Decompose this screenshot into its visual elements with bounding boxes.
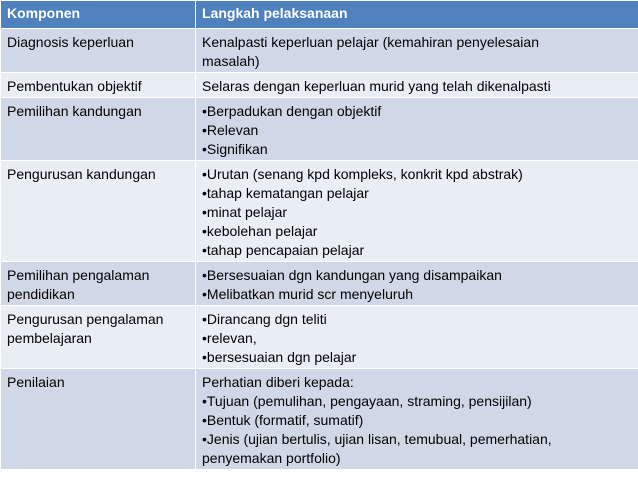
cell-line: •bersesuaian dgn pelajar	[202, 349, 357, 365]
komponen-cell	[1, 306, 196, 369]
cell-line: •Relevan	[202, 122, 259, 138]
table-row	[1, 161, 638, 262]
cell-line: masalah)	[202, 53, 260, 69]
langkah-cell	[196, 29, 638, 73]
cell-line: •Berpadukan dengan objektif	[202, 103, 382, 119]
table-row	[1, 306, 638, 369]
cell-line: •Tujuan (pemulihan, pengayaan, straming, pensijilan)	[202, 393, 532, 409]
cell-line: Penilaian	[7, 374, 65, 390]
langkah-cell	[196, 161, 638, 262]
cell-line: •minat pelajar	[202, 204, 288, 220]
komponen-cell	[1, 369, 196, 470]
cell-line: •Melibatkan murid scr menyeluruh	[202, 286, 414, 302]
cell-line: •Dirancang dgn teliti	[202, 311, 327, 327]
cell-line: •Jenis (ujian bertulis, ujian lisan, temubual, pemerhatian,	[202, 431, 552, 447]
header-komponen: Komponen	[1, 1, 196, 29]
cell-line: Selaras dengan keperluan murid yang telah dikenalpasti	[202, 78, 551, 94]
komponen-cell	[1, 262, 196, 306]
table-row	[1, 369, 638, 470]
table-row	[1, 98, 638, 161]
cell-line: Pengurusan kandungan	[7, 166, 156, 182]
komponen-cell	[1, 73, 196, 98]
langkah-cell	[196, 98, 638, 161]
cell-line: •tahap pencapaian pelajar	[202, 242, 365, 258]
table-row	[1, 29, 638, 73]
cell-line: •Bersesuaian dgn kandungan yang disampaikan	[202, 267, 502, 283]
cell-line: •Signifikan	[202, 141, 268, 157]
cell-line: •Urutan (senang kpd kompleks, konkrit kpd abstrak)	[202, 166, 523, 182]
cell-line: Pengurusan pengalaman	[7, 311, 164, 327]
cell-line: Kenalpasti keperluan pelajar (kemahiran penyelesaian	[202, 34, 539, 50]
cell-line: •relevan,	[202, 330, 257, 346]
langkah-cell	[196, 262, 638, 306]
header-langkah-pelaksanaan: Langkah pelaksanaan	[196, 1, 638, 29]
cell-line: Pembentukan objektif	[7, 78, 142, 94]
cell-line: pembelajaran	[7, 330, 92, 346]
cell-line: •Bentuk (formatif, sumatif)	[202, 412, 364, 428]
table-row	[1, 73, 638, 98]
table-header-row	[1, 1, 638, 29]
cell-line: pendidikan	[7, 286, 75, 302]
langkah-cell	[196, 306, 638, 369]
table-row	[1, 262, 638, 306]
cell-line: Perhatian diberi kepada:	[202, 374, 354, 390]
komponen-cell	[1, 98, 196, 161]
cell-line: penyemakan portfolio)	[202, 450, 341, 466]
cell-line: •tahap kematangan pelajar	[202, 185, 369, 201]
cell-line: Pemilihan kandungan	[7, 103, 142, 119]
komponen-cell	[1, 161, 196, 262]
langkah-cell	[196, 73, 638, 98]
komponen-cell	[1, 29, 196, 73]
langkah-cell	[196, 369, 638, 470]
cell-line: •kebolehan pelajar	[202, 223, 318, 239]
cell-line: Pemilihan pengalaman	[7, 267, 150, 283]
cell-line: Diagnosis keperluan	[7, 34, 134, 50]
